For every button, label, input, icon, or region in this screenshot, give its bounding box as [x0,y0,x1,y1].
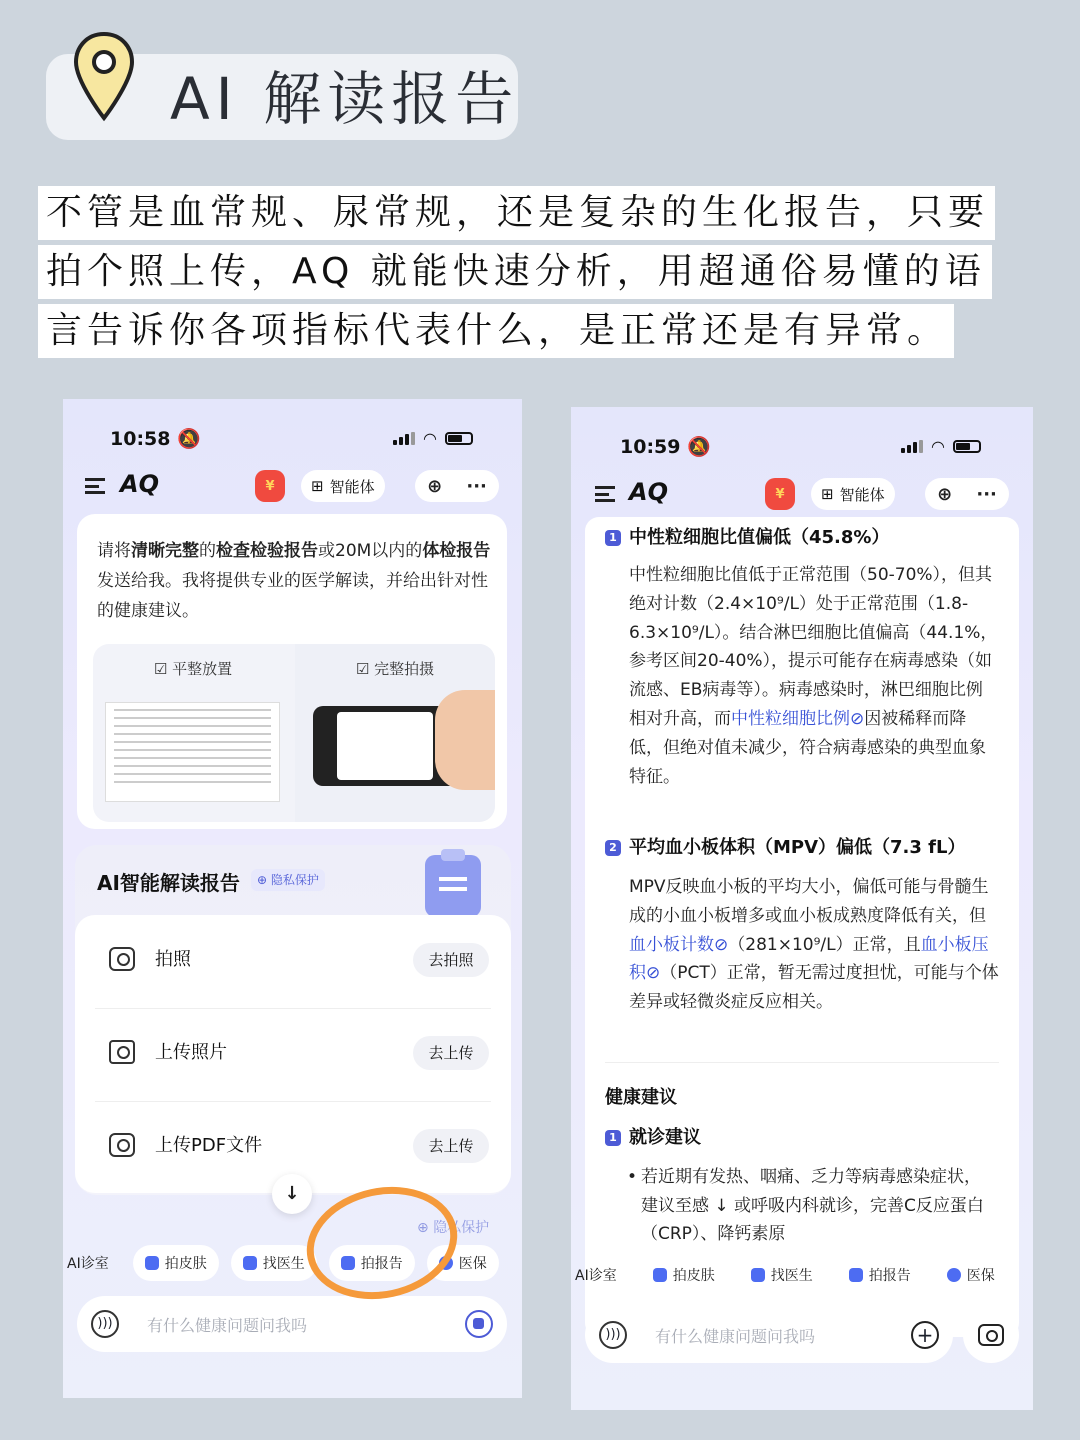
prompt-card [77,514,507,829]
header-actions [415,470,499,502]
stop-icon[interactable] [465,1310,493,1338]
status-time: 10:59 🔕 [620,436,711,458]
section-neutrophil-title: 1 中性粒细胞比值偏低（45.8%） [605,523,889,549]
battery-icon [445,432,473,445]
doctor-icon [751,1268,765,1282]
chip-insurance[interactable]: 医保 [935,1257,1007,1293]
option-take-photo[interactable]: 拍照 去拍照 [75,915,511,1008]
tip-flat: ☑ 平整放置 [93,644,293,822]
clipboard-icon [425,855,481,917]
signal-icon [393,432,415,445]
voice-icon[interactable]: ))) [91,1310,119,1338]
option-upload-pdf[interactable]: 上传PDF文件 去上传 [75,1101,511,1194]
quick-chips [571,1257,1007,1293]
new-chat-icon[interactable]: ⊕ [937,483,953,505]
report-sample-image [105,702,280,802]
chip-ai-clinic[interactable]: AI诊室 [575,1268,617,1284]
chip-skin-photo[interactable]: 拍皮肤 [133,1245,219,1281]
battery-icon [953,440,981,453]
agent-grid-icon: ⊞ [311,477,324,495]
chip-report-photo[interactable]: 拍报告 [837,1257,923,1293]
upload-file-icon [109,1133,135,1157]
upload-photo-button[interactable]: 去上传 [413,1036,489,1070]
prompt-text: 请将清晰完整的检查检验报告或20M以内的体检报告发送给我。我将提供专业的医学解读，并给出针对性的健康建议。 [97,541,491,621]
plus-icon[interactable]: + [911,1321,939,1349]
signal-icon [901,440,923,453]
chip-report-photo[interactable]: 拍报告 [329,1245,415,1281]
camera-button[interactable] [963,1307,1019,1363]
mute-icon: 🔕 [687,436,711,458]
mute-icon: 🔕 [177,428,201,450]
more-icon[interactable]: ··· [466,475,487,497]
health-advice-title: 健康建议 [605,1087,677,1108]
chat-input-bar[interactable] [77,1296,507,1352]
menu-icon[interactable] [595,486,615,502]
hand-image [435,690,495,790]
take-photo-button[interactable]: 去拍照 [413,943,489,977]
wifi-icon: ◠ [423,429,437,448]
agent-button[interactable]: ⊞ 智能体 [811,478,895,510]
neutrophil-link[interactable]: 中性粒细胞比例 [731,708,850,729]
chip-ai-clinic[interactable]: AI诊室 [67,1256,109,1272]
section-mpv-text: MPV反映血小板的平均大小，偏低可能与骨髓生成的小血小板增多或血小板成熟度降低有关，但血小板计数⊘（281×10⁹/L）正常，且血小板压积⊘（PCT）正常，暂无需过度担忧，可能与个体差异或轻微炎症反应相关。 [629,877,999,1013]
location-pin-icon [72,30,136,126]
wifi-icon: ◠ [931,437,945,456]
section-neutrophil-text: 中性粒细胞比值低于正常范围（50-70%），但其绝对计数（2.4×10⁹/L）处于正常范围（1.8-6.3×10⁹/L）。结合淋巴细胞比值偏高（44.1%，参考区间20-40%），提示可能存在病毒感染（如流感、EB病毒等）。病毒感染时，淋巴细胞比例相对升高，而中性粒细胞比例⊘因被稀释而降低，但绝对值未减少，符合病毒感染的典型血象特征。 [629,565,998,787]
chip-skin-photo[interactable]: 拍皮肤 [641,1257,727,1293]
camera-icon [978,1324,1004,1346]
link-icon: ⊘ [646,963,661,984]
app-name: AQ [629,478,668,506]
more-icon[interactable]: ··· [976,483,997,505]
status-icons [393,429,473,448]
camera-icon [653,1268,667,1282]
ai-report-title: AI智能解读报告 [97,871,240,895]
red-packet-icon[interactable]: ¥ [255,470,285,502]
intro-line: 不管是血常规、尿常规，还是复杂的生化报告，只要 [38,186,995,240]
new-chat-icon[interactable]: ⊕ [427,475,443,497]
image-icon [109,1040,135,1064]
phone-screenshot-analysis [571,407,1033,1410]
ai-report-section [75,845,511,1195]
divider [605,1062,999,1063]
chat-input[interactable]: 有什么健康问题问我吗 [147,1316,308,1335]
intro-line: 拍个照上传，AQ 就能快速分析，用超通俗易懂的语 [38,245,992,299]
menu-icon[interactable] [85,478,105,494]
app-name: AQ [120,470,159,498]
visit-advice-title: 1 就诊建议 [605,1123,701,1149]
check-circle-icon: ☑ [153,660,168,678]
analysis-card [585,517,1019,1337]
intro-text [38,186,1018,363]
chip-find-doctor[interactable]: 找医生 [231,1245,317,1281]
voice-icon[interactable]: ))) [599,1321,627,1349]
insurance-icon [947,1268,961,1282]
link-icon: ⊘ [850,708,865,729]
tip-full: ☑ 完整拍摄 [295,644,495,822]
chip-insurance[interactable]: 医保 [427,1245,499,1281]
section-mpv-title: 2 平均血小板体积（MPV）偏低（7.3 fL） [605,833,966,859]
check-circle-icon: ☑ [355,660,370,678]
agent-button[interactable]: ⊞ 智能体 [301,470,385,502]
platelet-count-link[interactable]: 血小板计数 [629,934,714,955]
chat-input-bar[interactable] [585,1307,953,1363]
header-actions [925,478,1009,510]
status-time: 10:58 🔕 [110,428,201,450]
intro-line: 言告诉你各项指标代表什么，是正常还是有异常。 [38,304,954,358]
scroll-down-button[interactable]: ↓ [272,1174,312,1214]
upload-options [75,915,511,1193]
camera-icon [109,947,135,971]
photo-tips [93,644,495,822]
floating-privacy: ⊕ 隐私保护 [417,1220,490,1236]
chip-find-doctor[interactable]: 找医生 [739,1257,825,1293]
upload-pdf-button[interactable]: 去上传 [413,1129,489,1163]
camera-icon [145,1256,159,1270]
option-upload-photo[interactable]: 上传照片 去上传 [75,1008,511,1101]
agent-grid-icon: ⊞ [821,485,834,503]
advice-bullet: • 若近期有发热、咽痛、乏力等病毒感染症状，建议至感 ↓ 或呼吸内科就诊，完善C反应蛋白（CRP）、降钙素原 [627,1167,984,1244]
pct-link[interactable]: 血小板压积 [629,934,989,984]
report-icon [849,1268,863,1282]
red-packet-icon[interactable]: ¥ [765,478,795,510]
chat-input[interactable]: 有什么健康问题问我吗 [655,1327,816,1346]
doctor-icon [243,1256,257,1270]
page-title: AI 解读报告 [170,65,520,133]
status-icons [901,437,981,456]
privacy-badge: ⊕ 隐私保护 [251,869,325,891]
link-icon: ⊘ [714,934,729,955]
